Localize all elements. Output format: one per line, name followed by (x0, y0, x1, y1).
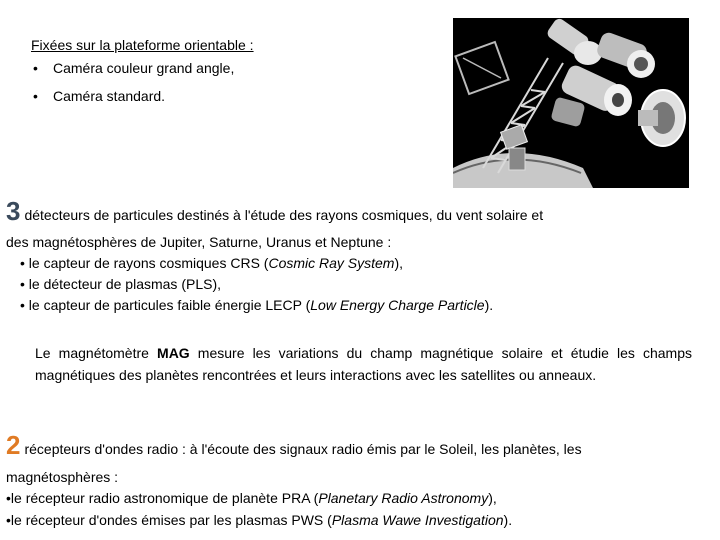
particles-line-2: des magnétosphères de Jupiter, Saturne, Uranus et Neptune : (6, 234, 392, 250)
radio-item-pra: •le récepteur radio astronomique de planète PRA (Planetary Radio Astronomy), (6, 490, 497, 506)
particles-line-1: détecteurs de particules destinés à l'étude des rayons cosmiques, du vent solaire et (24, 207, 544, 223)
bullet-icon: • (33, 60, 38, 76)
particle-item-pls: • le détecteur de plasmas (PLS), (20, 276, 221, 292)
radio-item-pws: •le récepteur d'ondes émises par les plasmas PWS (Plasma Wawe Investigation). (6, 512, 513, 528)
radio-line-1: récepteurs d'ondes radio : à l'écoute des signaux radio émis par le Soleil, les planètes, les (24, 441, 582, 457)
mag-acronym: MAG (157, 345, 190, 361)
camera-item-standard: • Caméra standard. (31, 85, 165, 107)
radio-intro (6, 430, 582, 460)
bullet-icon: • (33, 88, 38, 104)
particles-count: 3 (6, 196, 21, 226)
camera-item-wide-angle: • Caméra couleur grand angle, (31, 57, 234, 79)
radio-line-2: magnétosphères : (6, 469, 119, 485)
particles-intro (6, 196, 544, 226)
particle-item-crs: • le capteur de rayons cosmiques CRS (Cosmic Ray System), (20, 255, 404, 271)
scan-platform-photo (453, 18, 689, 188)
magnetometer-paragraph: Le magnétomètre MAG mesure les variations du champ magnétique solaire et étudie les champs magnétiques des planètes rencontrées et leurs interactions avec les satellites ou anneaux. (35, 345, 692, 383)
radio-count: 2 (6, 430, 21, 460)
cameras-heading: Fixées sur la plateforme orientable : (31, 37, 254, 53)
particle-item-lecp: • le capteur de particules faible énergie LECP (Low Energy Charge Particle). (20, 297, 494, 313)
